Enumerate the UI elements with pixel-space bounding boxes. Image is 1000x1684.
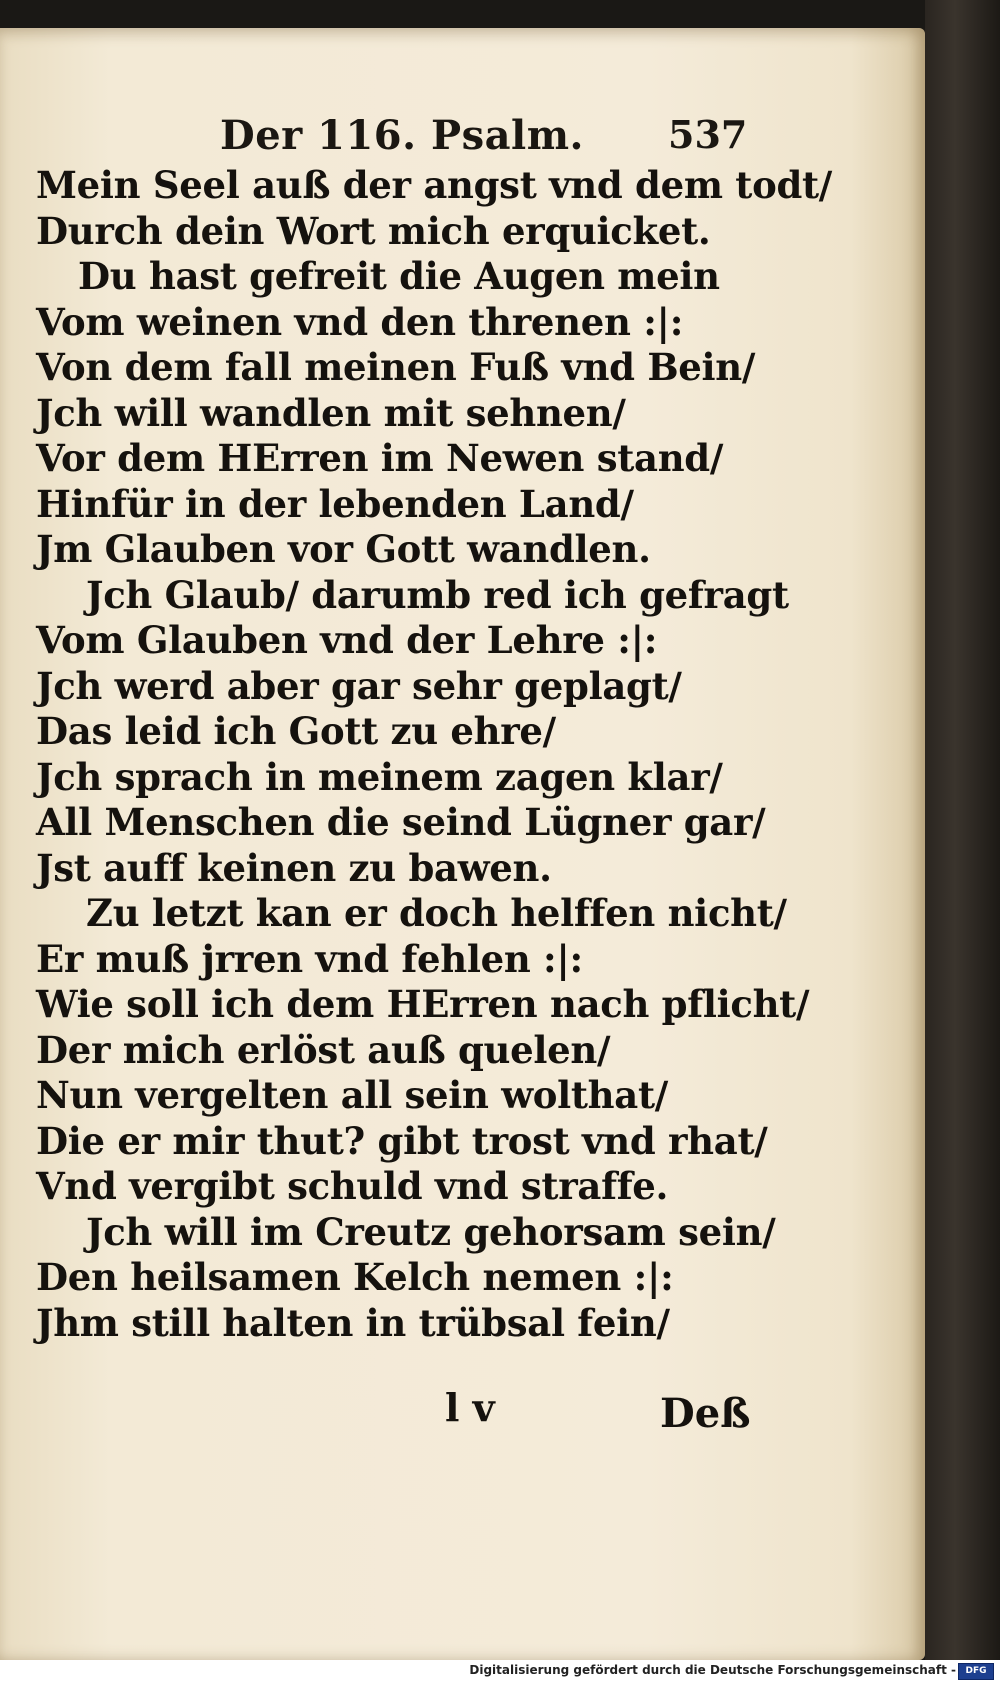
text-line: Jm Glauben vor Gott wandlen. xyxy=(36,527,651,571)
text-line: Jst auff keinen zu bawen. xyxy=(36,845,552,890)
text-line: Du hast gefreit die Augen mein xyxy=(78,254,720,298)
text-line: Den heilsamen Kelch nemen :|: xyxy=(36,1255,674,1299)
text-line: Durch dein Wort mich erquicket. xyxy=(36,208,711,253)
text-line: Vnd vergibt schuld vnd straffe. xyxy=(36,1164,669,1208)
text-line: Zu letzt kan er doch helffen nicht/ xyxy=(86,891,787,935)
hymn-text xyxy=(36,163,833,1346)
dfg-logo xyxy=(958,1663,994,1680)
dfg-logo-text: DFG xyxy=(965,1666,987,1676)
text-line: Wie soll ich dem HErren nach pflicht/ xyxy=(36,982,810,1026)
text-line: Vom weinen vnd den threnen :|: xyxy=(36,299,684,344)
text-line: Mein Seel auß der angst vnd dem todt/ xyxy=(36,163,833,207)
text-line: Vom Glauben vnd der Lehre :|: xyxy=(36,618,658,662)
signature-mark: l v xyxy=(445,1385,495,1430)
footer-bar xyxy=(0,1660,1000,1684)
text-line: Jhm still halten in trübsal fein/ xyxy=(36,1300,670,1345)
running-title: Der 116. Psalm. xyxy=(220,112,584,159)
text-line: Er muß jrren vnd fehlen :|: xyxy=(36,936,583,981)
text-line: Jch werd aber gar sehr geplagt/ xyxy=(36,663,682,708)
text-line: Vor dem HErren im Newen stand/ xyxy=(36,436,724,480)
text-line: Jch Glaub/ darumb red ich gefragt xyxy=(86,572,789,617)
text-line: Das leid ich Gott zu ehre/ xyxy=(36,709,556,753)
text-line: Von dem fall meinen Fuß vnd Bein/ xyxy=(36,345,756,389)
text-line: Jch will wandlen mit sehnen/ xyxy=(36,390,626,435)
text-line: Hinfür in der lebenden Land/ xyxy=(36,481,634,526)
catchword: Deß xyxy=(660,1390,751,1437)
funding-credit: Digitalisierung gefördert durch die Deutsche Forschungsgemeinschaft - xyxy=(469,1663,956,1677)
page-header xyxy=(0,112,925,162)
text-line: Jch will im Creutz gehorsam sein/ xyxy=(86,1209,776,1254)
page-number: 537 xyxy=(668,112,748,157)
text-line: All Menschen die seind Lügner gar/ xyxy=(36,800,766,844)
text-line: Nun vergelten all sein wolthat/ xyxy=(36,1073,668,1117)
text-line: Die er mir thut? gibt trost vnd rhat/ xyxy=(36,1118,768,1163)
text-line: Der mich erlöst auß quelen/ xyxy=(36,1027,611,1072)
text-line: Jch sprach in meinem zagen klar/ xyxy=(36,754,723,799)
book-edge xyxy=(925,0,1000,1660)
